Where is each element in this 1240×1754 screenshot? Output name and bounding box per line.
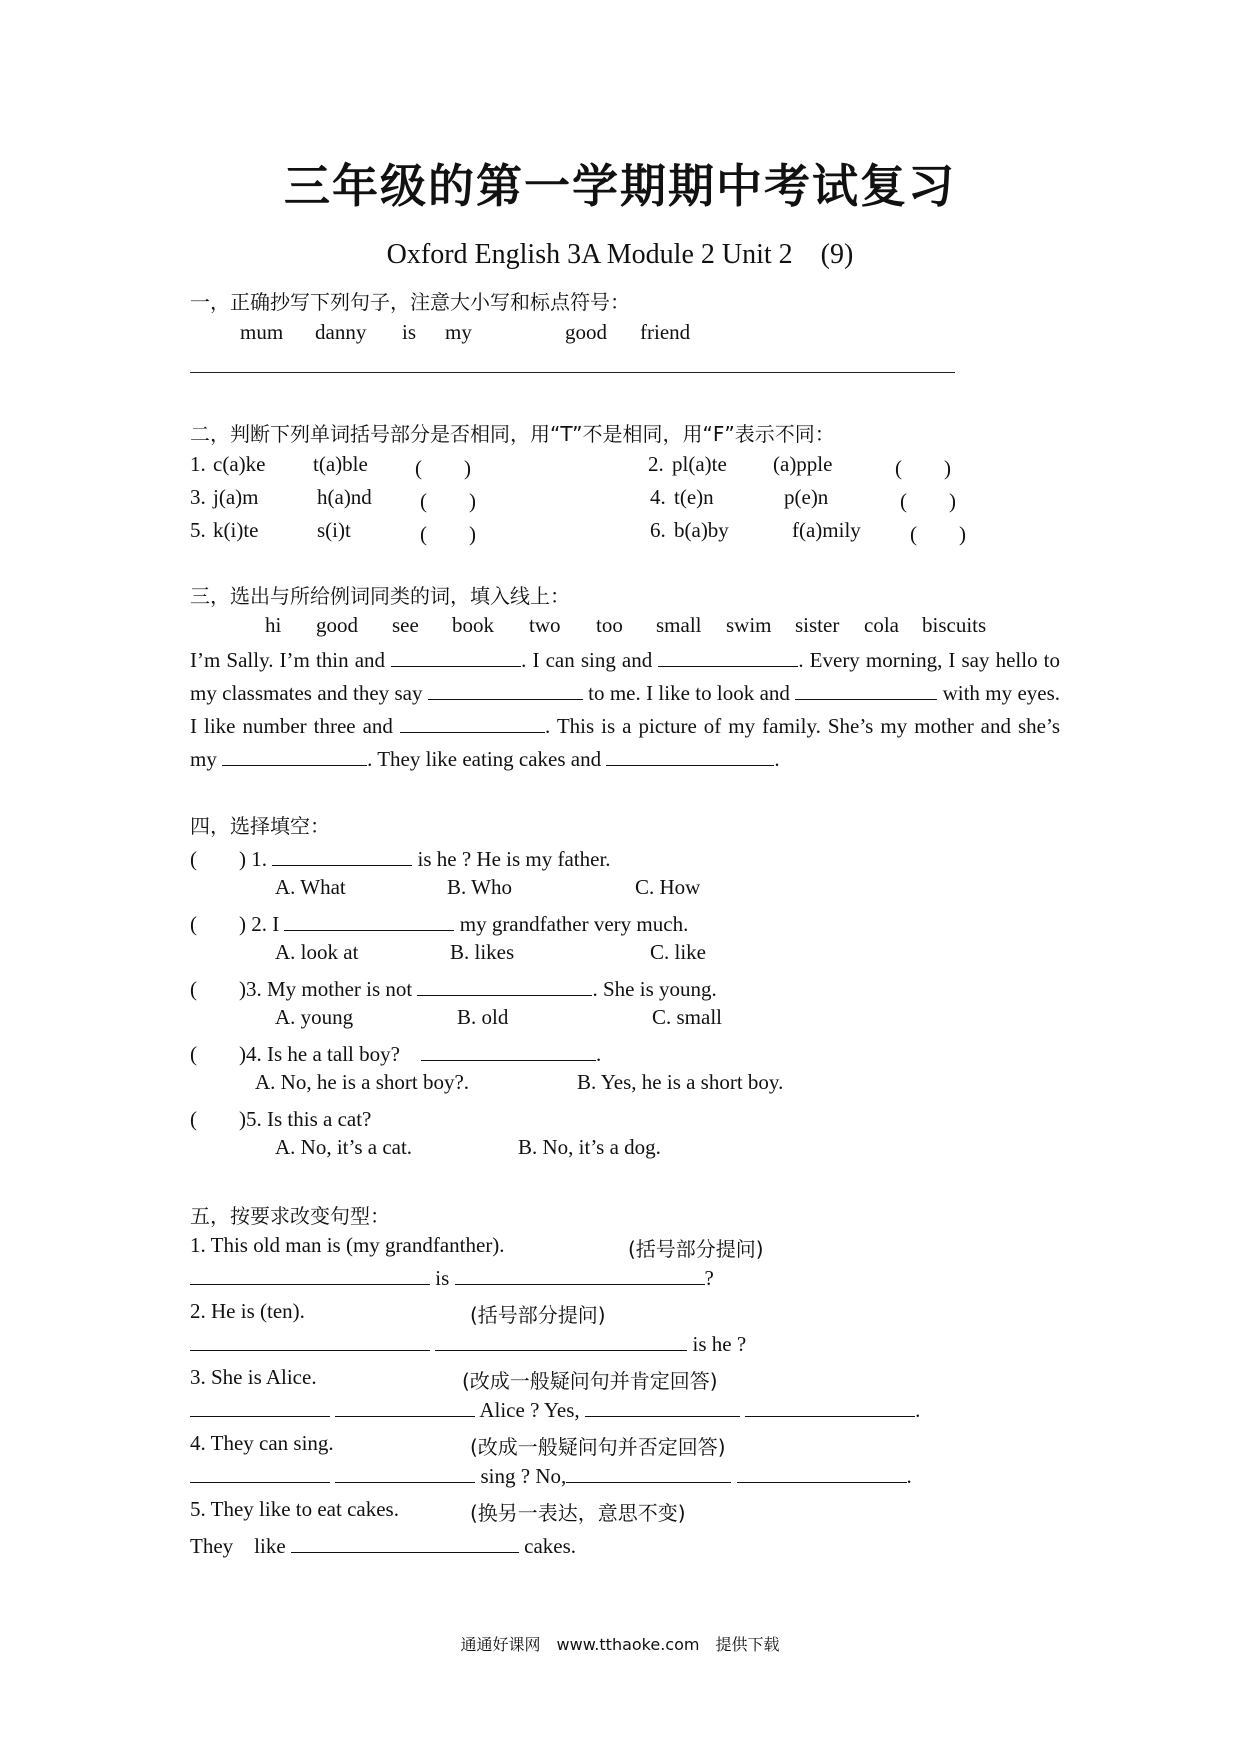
fill-blank[interactable] (391, 648, 521, 667)
mc-option[interactable]: C. How (635, 875, 701, 899)
word-bank-item: biscuits (922, 613, 987, 637)
s2-item-number: 4. (650, 485, 666, 509)
transform-question: 1. This old man is (my grandfanther). (190, 1233, 505, 1257)
section-4-heading: 四，选择填空： (190, 814, 330, 838)
s2-word: t(a)ble (313, 452, 368, 476)
word-bank-item: good (316, 613, 358, 637)
section-1-heading: 一，正确抄写下列句子，注意大小写和标点符号： (190, 290, 630, 314)
fill-blank[interactable] (190, 1266, 430, 1285)
s2-item-number: 2. (648, 452, 664, 476)
fill-blank[interactable] (335, 1464, 475, 1483)
transform-question: 4. They can sing. (190, 1431, 334, 1455)
page-title: 三年级的第一学期期中考试复习 (284, 159, 956, 213)
s2-answer-paren[interactable]: ( ) (420, 522, 476, 546)
fill-blank[interactable] (190, 1398, 330, 1417)
fill-blank[interactable] (435, 1332, 687, 1351)
s2-word: s(i)t (317, 518, 351, 542)
transform-question: 5. They like to eat cakes. (190, 1497, 399, 1521)
fill-blank[interactable] (222, 747, 367, 766)
s2-word: f(a)mily (792, 518, 861, 542)
s1-word: danny (315, 320, 367, 344)
s2-word: b(a)by (674, 518, 729, 542)
fill-blank[interactable] (745, 1398, 915, 1417)
transform-note: (括号部分提问) (628, 1237, 764, 1261)
transform-note: (改成一般疑问句并否定回答) (470, 1435, 726, 1459)
s2-answer-paren[interactable]: ( ) (910, 522, 966, 546)
section-2-heading: 二，判断下列单词括号部分是否相同，用“T”不是相同，用“F”表示不同： (190, 422, 835, 446)
fill-blank[interactable] (190, 1464, 330, 1483)
s1-word: my (445, 320, 472, 344)
mc-option[interactable]: A. young (275, 1005, 354, 1029)
mc-option[interactable]: A. look at (275, 940, 359, 964)
mc-option[interactable]: B. Who (447, 875, 512, 899)
transform-note: (括号部分提问) (470, 1303, 606, 1327)
word-bank-item: book (452, 613, 494, 637)
mc-option[interactable]: B. No, it’s a dog. (518, 1135, 661, 1159)
transform-note: (改成一般疑问句并肯定回答) (462, 1369, 718, 1393)
fill-blank[interactable] (566, 1464, 731, 1483)
page-footer: 通通好课网 www.tthaoke.com 提供下载 (460, 1635, 780, 1654)
fill-blank[interactable] (190, 1332, 430, 1351)
answer-line[interactable] (190, 372, 955, 373)
mc-question-5: ( )5. Is this a cat? (190, 1107, 372, 1131)
s2-item-number: 1. (190, 452, 206, 476)
s2-item-number: 3. (190, 485, 206, 509)
s2-item-number: 6. (650, 518, 666, 542)
mc-option[interactable]: A. No, he is a short boy?. (255, 1070, 470, 1094)
section-3-heading: 三，选出与所给例词同类的词，填入线上： (190, 584, 570, 608)
transform-answer-row: is ? (190, 1266, 714, 1291)
mc-question-2: ( ) 2. I my grandfather very much. (190, 912, 689, 936)
word-bank-item: sister (795, 613, 840, 637)
s1-word: good (565, 320, 607, 344)
mc-question-3: ( )3. My mother is not . She is young. (190, 977, 717, 1001)
fill-blank[interactable] (737, 1464, 907, 1483)
s2-answer-paren[interactable]: ( ) (895, 456, 951, 480)
fill-blank[interactable] (428, 681, 583, 700)
s2-word: k(i)te (213, 518, 259, 542)
transform-question: 3. She is Alice. (190, 1365, 317, 1389)
word-bank-item: swim (726, 613, 772, 637)
fill-blank[interactable] (795, 681, 937, 700)
s2-word: j(a)m (213, 485, 259, 509)
fill-blank[interactable] (272, 847, 412, 866)
mc-option[interactable]: A. What (275, 875, 346, 899)
mc-question-1: ( ) 1. is he ? He is my father. (190, 847, 611, 871)
word-bank-item: small (656, 613, 702, 637)
s2-word: h(a)nd (317, 485, 372, 509)
transform-answer-row: Alice ? Yes, . (190, 1398, 920, 1423)
word-bank-item: hi (265, 613, 282, 637)
mc-option[interactable]: C. like (650, 940, 706, 964)
word-bank-item: see (392, 613, 419, 637)
s2-answer-paren[interactable]: ( ) (900, 489, 956, 513)
page-subtitle: Oxford English 3A Module 2 Unit 2 (9) (386, 239, 854, 270)
word-bank-item: too (596, 613, 623, 637)
fill-blank[interactable] (585, 1398, 740, 1417)
s2-word: c(a)ke (213, 452, 266, 476)
s2-answer-paren[interactable]: ( ) (420, 489, 476, 513)
word-bank-item: cola (864, 613, 899, 637)
s2-item-number: 5. (190, 518, 206, 542)
s2-word: t(e)n (674, 485, 714, 509)
s2-word: pl(a)te (672, 452, 727, 476)
s2-word: (a)pple (773, 452, 833, 476)
mc-option[interactable]: B. Yes, he is a short boy. (577, 1070, 784, 1094)
s1-word: is (402, 320, 417, 344)
mc-option[interactable]: B. old (457, 1005, 509, 1029)
transform-answer-row: is he ? (190, 1332, 746, 1357)
fill-blank[interactable] (400, 714, 545, 733)
s1-word: friend (640, 320, 691, 344)
transform-answer-row: They like cakes. (190, 1534, 577, 1558)
mc-question-4: ( )4. Is he a tall boy? . (190, 1042, 602, 1066)
fill-blank[interactable] (291, 1534, 519, 1553)
mc-option[interactable]: A. No, it’s a cat. (275, 1135, 413, 1159)
s2-answer-paren[interactable]: ( ) (415, 456, 471, 480)
transform-answer-row: sing ? No, . (190, 1464, 912, 1489)
fill-blank[interactable] (417, 977, 592, 996)
s1-word: mum (240, 320, 284, 344)
mc-option[interactable]: C. small (652, 1005, 723, 1029)
fill-blank[interactable] (335, 1398, 475, 1417)
fill-blank[interactable] (455, 1266, 705, 1285)
fill-blank[interactable] (284, 912, 454, 931)
cloze-paragraph: I’m Sally. I’m thin and . I can sing and . Every morning, I say hello to my classmates and they say to me. I like to look and with my eyes. I like number three and . This is a picture of my family. She’s my mother and she’s my . They like eating cakes and . (190, 648, 1061, 771)
mc-option[interactable]: B. likes (450, 940, 515, 964)
transform-note: (换另一表达，意思不变) (470, 1501, 686, 1525)
fill-blank[interactable] (658, 648, 798, 667)
word-bank-item: two (529, 613, 561, 637)
fill-blank[interactable] (421, 1042, 596, 1061)
transform-question: 2. He is (ten). (190, 1299, 305, 1323)
s2-word: p(e)n (784, 485, 829, 509)
fill-blank[interactable] (606, 747, 774, 766)
section-5-heading: 五，按要求改变句型： (190, 1204, 390, 1228)
